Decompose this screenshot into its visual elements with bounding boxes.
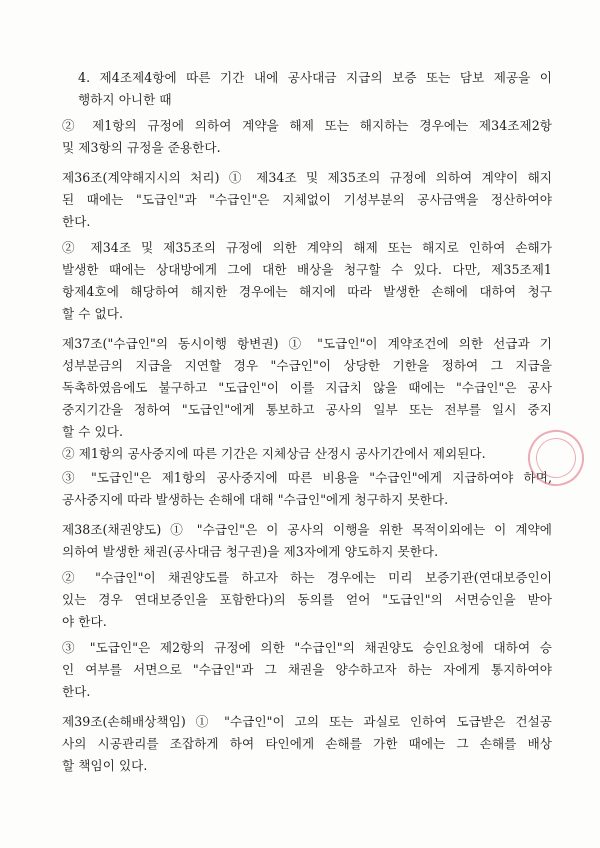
- text-line: 의하여 발생한 채권(공사대금 청구권)을 제3자에게 양도하지 못한다.: [62, 544, 439, 559]
- text-line: 한다.: [62, 214, 91, 229]
- text-line: 발생한 때에는 상대방에게 그에 대한 배상을 청구할 수 있다. 다만, 제35조제1: [62, 262, 552, 277]
- text-line: 된 때에는 "도급인"과 "수급인"은 지체없이 기성부분의 공사금액을 정산하여야: [62, 192, 552, 207]
- text-line: 인 여부를 서면으로 "수급인"과 그 채권을 양수하고자 하는 자에게 통지하여야: [62, 662, 552, 677]
- text-line: ② 제1항의 공사중지에 따른 기간은 지체상금 산정시 공사기간에서 제외된다.: [62, 446, 486, 461]
- text-line: 할 수 없다.: [62, 306, 124, 321]
- text-line: 야 한다.: [62, 614, 107, 629]
- text-line: 중지기간을 정하여 "도급인"에게 통보하고 공사의 일부 또는 전부를 일시 중지: [62, 402, 552, 417]
- text-line: 할 수 있다.: [62, 424, 124, 439]
- seal-inner-ring: [531, 433, 581, 483]
- text-line: 제39조(손해배상책임) ① "수급인"이 고의 또는 과실로 인하여 도급받은 건설공: [62, 714, 552, 729]
- text-line: ② 제34조 및 제35조의 규정에 의한 계약의 해제 또는 해지로 인하여 손해가: [62, 240, 552, 255]
- text-line: ② "수급인"이 채권양도를 하고자 하는 경우에는 미리 보증기관(연대보증인이: [62, 570, 552, 585]
- text-line: 있는 경우 연대보증인을 포함한다)의 동의를 얻어 "도급인"의 서면승인을 받아: [62, 592, 552, 607]
- text-line: 행하지 아니한 때: [78, 92, 172, 107]
- text-line: 공사중지에 따라 발생하는 손해에 대해 "수급인"에게 청구하지 못한다.: [62, 492, 449, 507]
- text-line: 성부분금의 지급을 지연할 경우 "수급인"이 상당한 기한을 정하여 그 지급을: [62, 358, 552, 373]
- text-line: ② 제1항의 규정에 의하여 계약을 해제 또는 해지하는 경우에는 제34조제2항: [62, 118, 552, 133]
- text-line: 항제4호에 해당하여 해지한 경우에는 해지에 따라 발생한 손해에 대하여 청구: [62, 284, 552, 299]
- text-line: 제38조(채권양도) ① "수급인"은 이 공사의 이행을 위한 목적이외에는 이 계약에: [62, 522, 552, 537]
- text-line: 제37조("수급인"의 동시이행 항변권) ① "도급인"이 계약조건에 의한 선급과 기: [62, 336, 552, 351]
- text-line: 사의 시공관리를 조잡하게 하여 타인에게 손해를 가한 때에는 그 손해를 배상: [62, 736, 552, 751]
- text-line: 한다.: [62, 684, 91, 699]
- text-line: 및 제3항의 규정을 준용한다.: [62, 140, 221, 155]
- text-line: ③ "도급인"은 제2항의 규정에 의한 "수급인"의 채권양도 승인요청에 대하여 승: [62, 640, 552, 655]
- text-line: 4. 제4조제4항에 따른 기간 내에 공사대금 지급의 보증 또는 담보 제공을 이: [78, 70, 552, 85]
- text-line: 할 책임이 있다.: [62, 758, 148, 773]
- text-line: 제36조(계약해지시의 처리) ① 제34조 및 제35조의 규정에 의하여 계약이 해지: [62, 170, 552, 185]
- text-line: 독촉하였음에도 불구하고 "도급인"이 이를 지급치 않을 때에는 "수급인"은 공사: [62, 380, 552, 395]
- text-line: ③ "도급인"은 제1항의 공사중지에 따른 비용을 "수급인"에게 지급하여야 하며,: [62, 470, 552, 485]
